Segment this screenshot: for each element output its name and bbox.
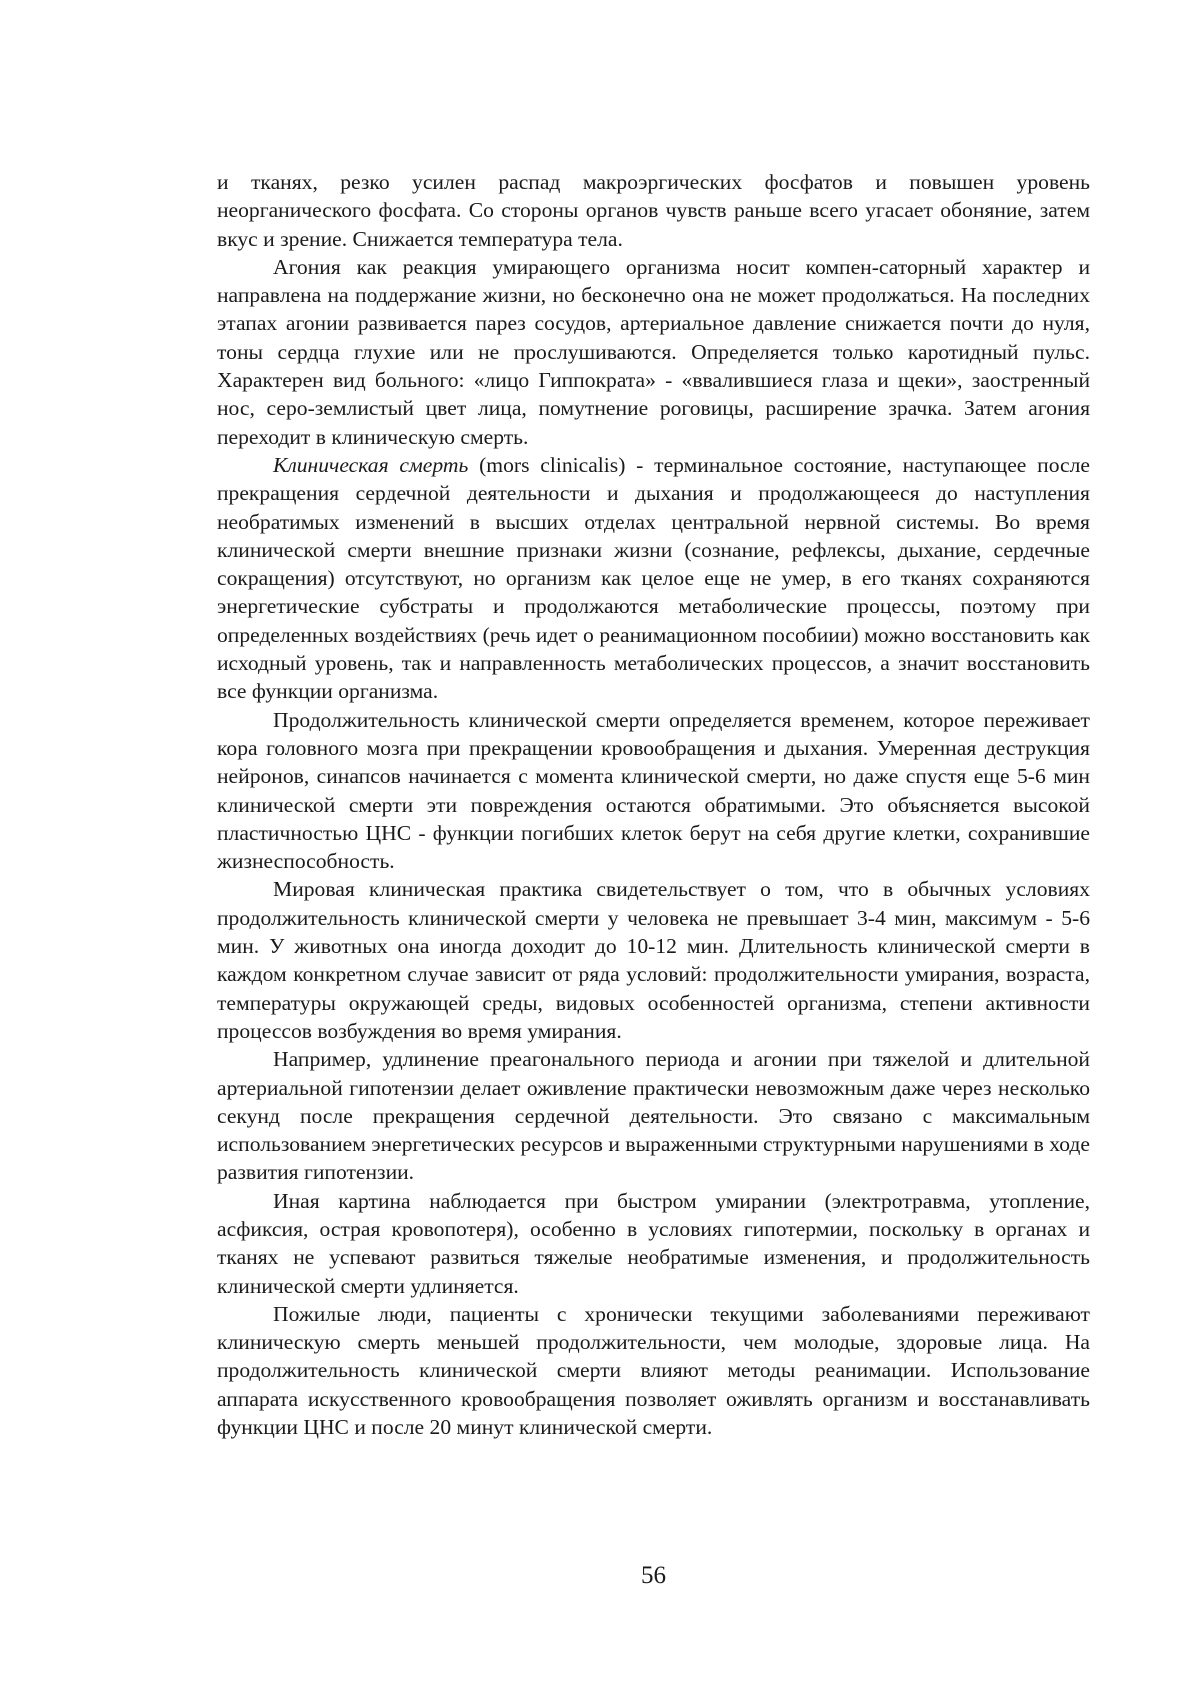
paragraph-continuation: и тканях, резко усилен распад макроэргических фосфатов и повышен уровень неорганического фосфата. Со стороны органов чувств раньше всего угасает обоняние, затем вкус и зрение. Снижается температура тела. (217, 170, 1090, 251)
paragraph-agony: Агония как реакция умирающего организма носит компен-саторный характер и направлена на поддержание жизни, но бесконечно она не может продолжаться. На последних этапах агонии развивается парез сосудов, артериальное давление снижается почти до нуля, тоны сердца глухие или не прослушиваются. Определяется только каротидный пульс. Характерен вид больного: «лицо Гиппократа» - «ввалившиеся глаза и щеки», заостренный нос, серо-землистый цвет лица, помутнение роговицы, расширение зрачка. Затем агония переходит в клиническую смерть. (217, 254, 1090, 449)
paragraph-fast-dying: Иная картина наблюдается при быстром умирании (электротравма, утопление, асфиксия, острая кровопотеря), особенно в условиях гипотермии, поскольку в органах и тканях не успевают развиться тяжелые необратимые изменения, и продолжительность клинической смерти удлиняется. (217, 1188, 1090, 1298)
paragraph-clinical-death-definition (217, 451, 1090, 706)
paragraph-world-practice: Мировая клиническая практика свидетельствует о том, что в обычных условиях продолжительность клинической смерти у человека не превышает 3-4 мин, максимум - 5-6 мин. У животных она иногда доходит до 10-12 мин. Длительность клинической смерти в каждом конкретном случае зависит от ряда условий: продолжительности умирания, возраста, температуры окружающей среды, видовых особенностей организма, степени активности процессов возбуждения во время умирания. (217, 877, 1090, 1043)
body-text (217, 168, 1090, 1441)
paragraph-elderly: Пожилые люди, пациенты с хронически текущими заболеваниями переживают клиническую смерть меньшей продолжительности, чем молодые, здоровые лица. На продолжительность клинической смерти влияют методы реанимации. Использование аппарата искусственного кровообращения позволяет оживлять организм и восстанавливать функции ЦНС и после 20 минут клинической смерти. (217, 1301, 1090, 1440)
paragraph-example: Например, удлинение преагонального периода и агонии при тяжелой и длительной артериальной гипотензии делает оживление практически невозможным даже через несколько секунд после прекращения сердечной деятельности. Это связано с максимальным использованием энергетических ресурсов и выраженными структурными нарушениями в ходе развития гипотензии. (217, 1047, 1090, 1185)
page-number: 56 (641, 1562, 666, 1589)
paragraph-duration: Продолжительность клинической смерти определяется временем, которое переживает кора головного мозга при прекращении кровообращения и дыхания. Умеренная деструкция нейронов, синапсов начинается с момента клинической смерти, но даже спустя еще 5-6 мин клинической смерти эти повреждения остаются обратимыми. Это объясняется высокой пластичностью ЦНС - функции погибших клеток берут на себя другие клетки, сохранившие жизнеспособность. (217, 707, 1090, 874)
term-clinical-death: Клиническая смерть (273, 452, 469, 477)
paragraph-clinical-death-body: (mors clinicalis) - терминальное состояние, наступающее после прекращения сердечной деятельности и дыхания и продолжающееся до наступления необратимых изменений в высших отделах центральной нервной системы. Во время клинической смерти внешние признаки жизни (сознание, рефлексы, дыхание, сердечные сокращения) отсутствуют, но организм как целое еще не умер, в его тканях сохраняются энергетические субстраты и продолжаются метаболические процессы, поэтому при определенных воздействиях (речь идет о реанимационном пособиии) можно восстановить как исходный уровень, так и направленность метаболических процессов, а значит восстановить все функции организма. (217, 452, 1090, 704)
